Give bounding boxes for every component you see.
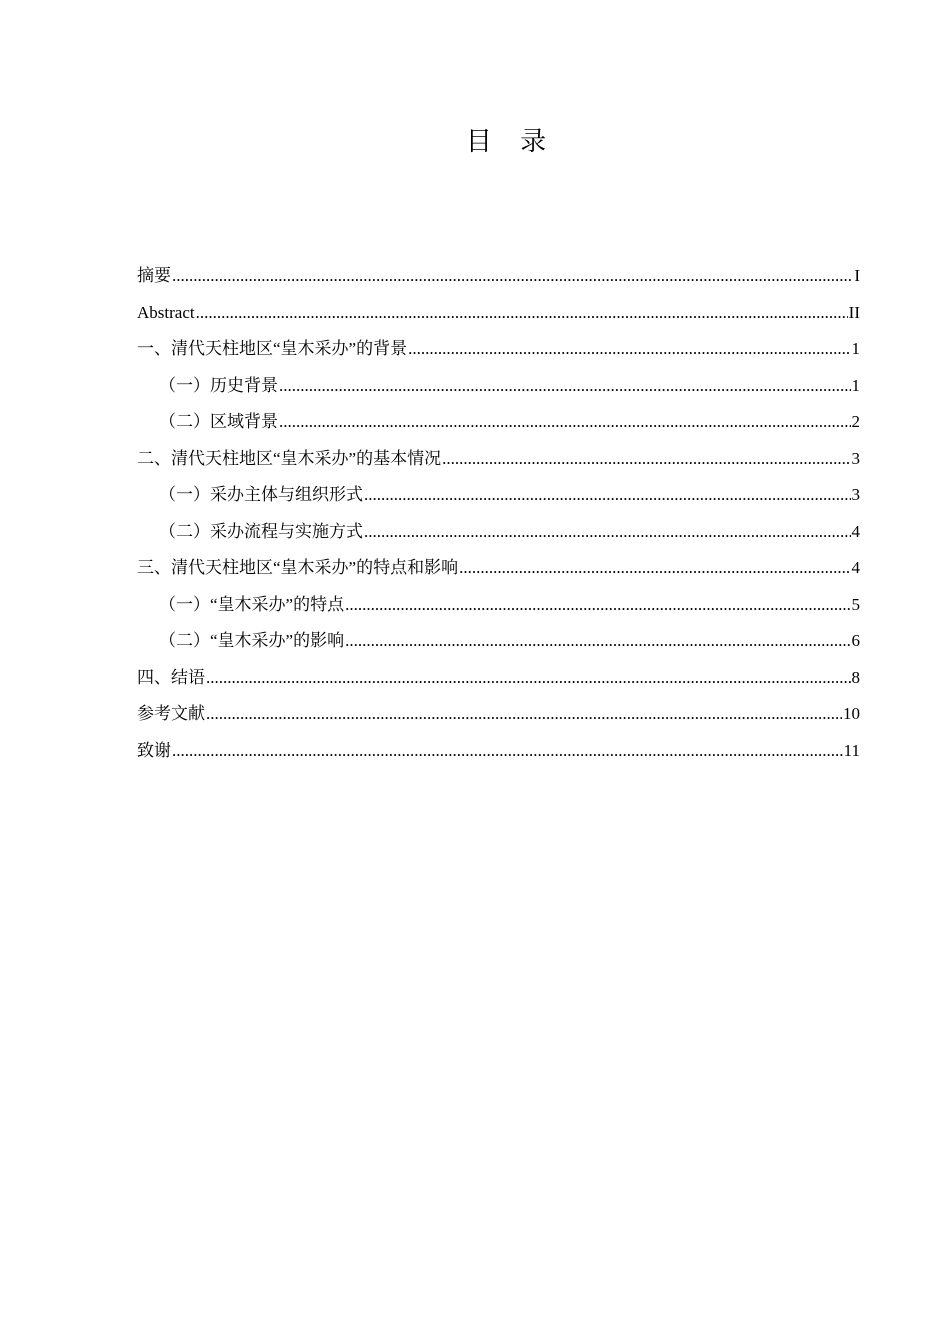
dot-leader <box>196 295 848 332</box>
toc-entry-section-2-1[interactable] <box>137 477 860 514</box>
toc-entry-page: 2 <box>851 412 860 431</box>
dot-leader <box>459 550 850 587</box>
toc-entry-section-1-1[interactable] <box>137 368 860 405</box>
dot-leader <box>408 331 850 368</box>
dot-leader <box>364 477 851 514</box>
toc-entry-page: I <box>854 266 860 285</box>
toc-entry-page: 8 <box>851 667 860 687</box>
toc-entry-page: II <box>848 302 860 322</box>
toc-entry-section-2-2[interactable] <box>137 514 860 551</box>
toc-entry-page: 10 <box>843 704 860 723</box>
toc-entry-page: 1 <box>851 339 860 358</box>
toc-entry-label: （一）历史背景 <box>159 375 278 395</box>
dot-leader <box>206 696 842 733</box>
toc-entry-page: 5 <box>851 594 860 614</box>
toc-entry-label: （二）区域背景 <box>159 412 278 431</box>
toc-entry-page: 11 <box>843 740 860 760</box>
page-title: 目 录 <box>465 127 557 157</box>
toc-entry-label: 致谢 <box>137 740 171 760</box>
toc-entry-page: 4 <box>851 558 860 577</box>
toc-entry-label: 四、结语 <box>137 667 205 687</box>
dot-leader <box>172 258 853 295</box>
toc-entry-section-3-1[interactable] <box>137 587 860 624</box>
toc-entry-conclusion[interactable] <box>137 660 860 697</box>
toc-entry-section-3-2[interactable] <box>137 623 860 660</box>
toc-entry-page: 1 <box>851 375 860 395</box>
table-of-contents <box>137 258 860 769</box>
toc-entry-section-1-2[interactable] <box>137 404 860 441</box>
dot-leader <box>345 587 850 624</box>
dot-leader <box>364 514 851 551</box>
toc-entry-page: 3 <box>851 448 860 468</box>
toc-entry-page: 6 <box>851 631 860 650</box>
toc-entry-chapter-3[interactable] <box>137 550 860 587</box>
dot-leader <box>279 404 851 441</box>
toc-entry-label: （二）“皇木采办”的影响 <box>159 631 345 650</box>
toc-entry-abstract-cn[interactable] <box>137 258 860 295</box>
toc-entry-label: （一）采办主体与组织形式 <box>159 485 363 504</box>
dot-leader <box>279 368 851 405</box>
toc-entry-acknowledgements[interactable] <box>137 733 860 770</box>
dot-leader <box>442 441 850 478</box>
toc-entry-page: 3 <box>851 485 860 504</box>
toc-entry-label: 三、清代天柱地区“皇木采办”的特点和影响 <box>137 558 459 577</box>
dot-leader <box>206 660 851 697</box>
toc-entry-label: 摘要 <box>137 266 171 285</box>
toc-entry-chapter-1[interactable] <box>137 331 860 368</box>
toc-entry-label: （一）“皇木采办”的特点 <box>159 594 345 614</box>
toc-entry-label: （二）采办流程与实施方式 <box>159 521 363 541</box>
toc-entry-chapter-2[interactable] <box>137 441 860 478</box>
toc-entry-label: 二、清代天柱地区“皇木采办”的基本情况 <box>137 448 442 468</box>
dot-leader <box>172 733 843 770</box>
toc-entry-label: 一、清代天柱地区“皇木采办”的背景 <box>137 339 408 358</box>
toc-entry-page: 4 <box>851 521 860 541</box>
toc-entry-label: 参考文献 <box>137 704 205 723</box>
dot-leader <box>345 623 850 660</box>
toc-entry-references[interactable] <box>137 696 860 733</box>
toc-entry-abstract-en[interactable] <box>137 295 860 332</box>
toc-entry-label: Abstract <box>137 302 195 322</box>
